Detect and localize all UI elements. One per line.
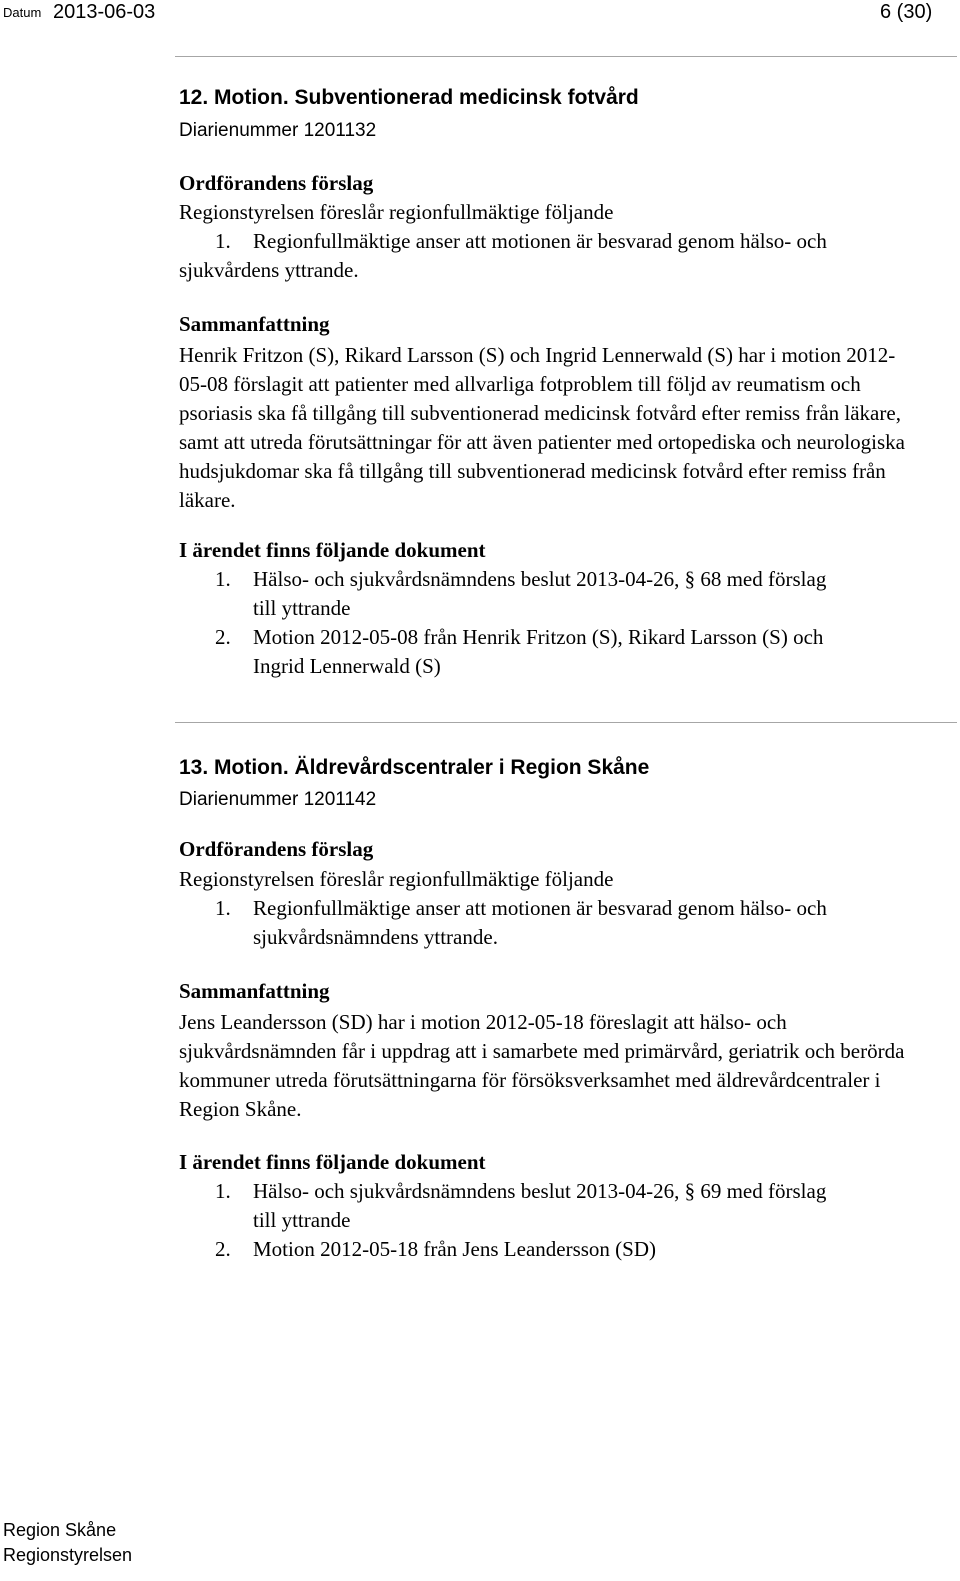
proposal-heading: Ordförandens förslag (179, 171, 374, 195)
date-label: Datum (3, 5, 42, 20)
document-line: Hälso- och sjukvårdsnämndens beslut 2013-04-26, § 69 med förslag (253, 1179, 827, 1203)
summary-heading: Sammanfattning (179, 312, 330, 336)
footer-unit: Regionstyrelsen (3, 1545, 133, 1565)
document-date: 2013-06-03 (53, 1, 156, 23)
page-number: 6 (30) (880, 1, 933, 23)
diarienummer: Diarienummer 1201142 (179, 789, 377, 810)
summary-heading: Sammanfattning (179, 979, 330, 1003)
proposal-intro: Regionstyrelsen föreslår regionfullmäktige följande (179, 867, 614, 891)
document-line: Ingrid Lennerwald (S) (253, 654, 441, 678)
diarienummer: Diarienummer 1201132 (179, 120, 377, 141)
proposal-heading: Ordförandens förslag (179, 837, 374, 861)
section-title: 13. Motion. Äldrevårdscentraler i Region Skåne (179, 756, 650, 779)
document-line: till yttrande (253, 596, 351, 620)
section-divider-top (175, 56, 957, 57)
section-title: 12. Motion. Subventionerad medicinsk fotvård (179, 86, 639, 109)
proposal-number: 1. (215, 896, 231, 920)
proposal-number: 1. (215, 229, 231, 253)
document-line: Hälso- och sjukvårdsnämndens beslut 2013-04-26, § 68 med förslag (253, 567, 827, 591)
footer-organization: Region Skåne (3, 1520, 117, 1540)
proposal-line: Regionfullmäktige anser att motionen är besvarad genom hälso- och (253, 896, 827, 920)
proposal-intro: Regionstyrelsen föreslår regionfullmäktige följande (179, 200, 614, 224)
document-line: Motion 2012-05-08 från Henrik Fritzon (S), Rikard Larsson (S) och (253, 625, 824, 649)
document-number: 2. (215, 625, 231, 649)
proposal-line: sjukvårdens yttrande. (179, 258, 359, 282)
document-line: Motion 2012-05-18 från Jens Leandersson (SD) (253, 1237, 657, 1261)
proposal-line: sjukvårdsnämndens yttrande. (253, 925, 498, 949)
documents-heading: I ärendet finns följande dokument (179, 538, 486, 562)
document-line: till yttrande (253, 1208, 351, 1232)
summary-text: Henrik Fritzon (S), Rikard Larsson (S) och Ingrid Lennerwald (S) har i motion 2012-05-08 förslagit att patienter med allvarliga fotproblem till följd av reumatism och psoriasis ska få tillgång till subventionerad medicinsk fotvård efter remiss från läkare, samt att utreda förutsättningar för att även patienter med ortopediska och neurologiska hudsjukdomar ska få tillgång till subventionerad medicinsk fotvård efter remiss från läkare. (179, 343, 906, 512)
document-number: 2. (215, 1237, 231, 1261)
document-number: 1. (215, 567, 231, 591)
proposal-line: Regionfullmäktige anser att motionen är besvarad genom hälso- och (253, 229, 827, 253)
summary-text: Jens Leandersson (SD) har i motion 2012-05-18 föreslagit att hälso- och sjukvårdsnämnden får i uppdrag att i samarbete med primärvård, geriatrik och berörda kommuner utreda förutsättningarna för försöksverksamhet med äldrevårdcentraler i Region Skåne. (179, 1010, 905, 1121)
section-divider (175, 722, 957, 723)
document-number: 1. (215, 1179, 231, 1203)
documents-heading: I ärendet finns följande dokument (179, 1150, 486, 1174)
